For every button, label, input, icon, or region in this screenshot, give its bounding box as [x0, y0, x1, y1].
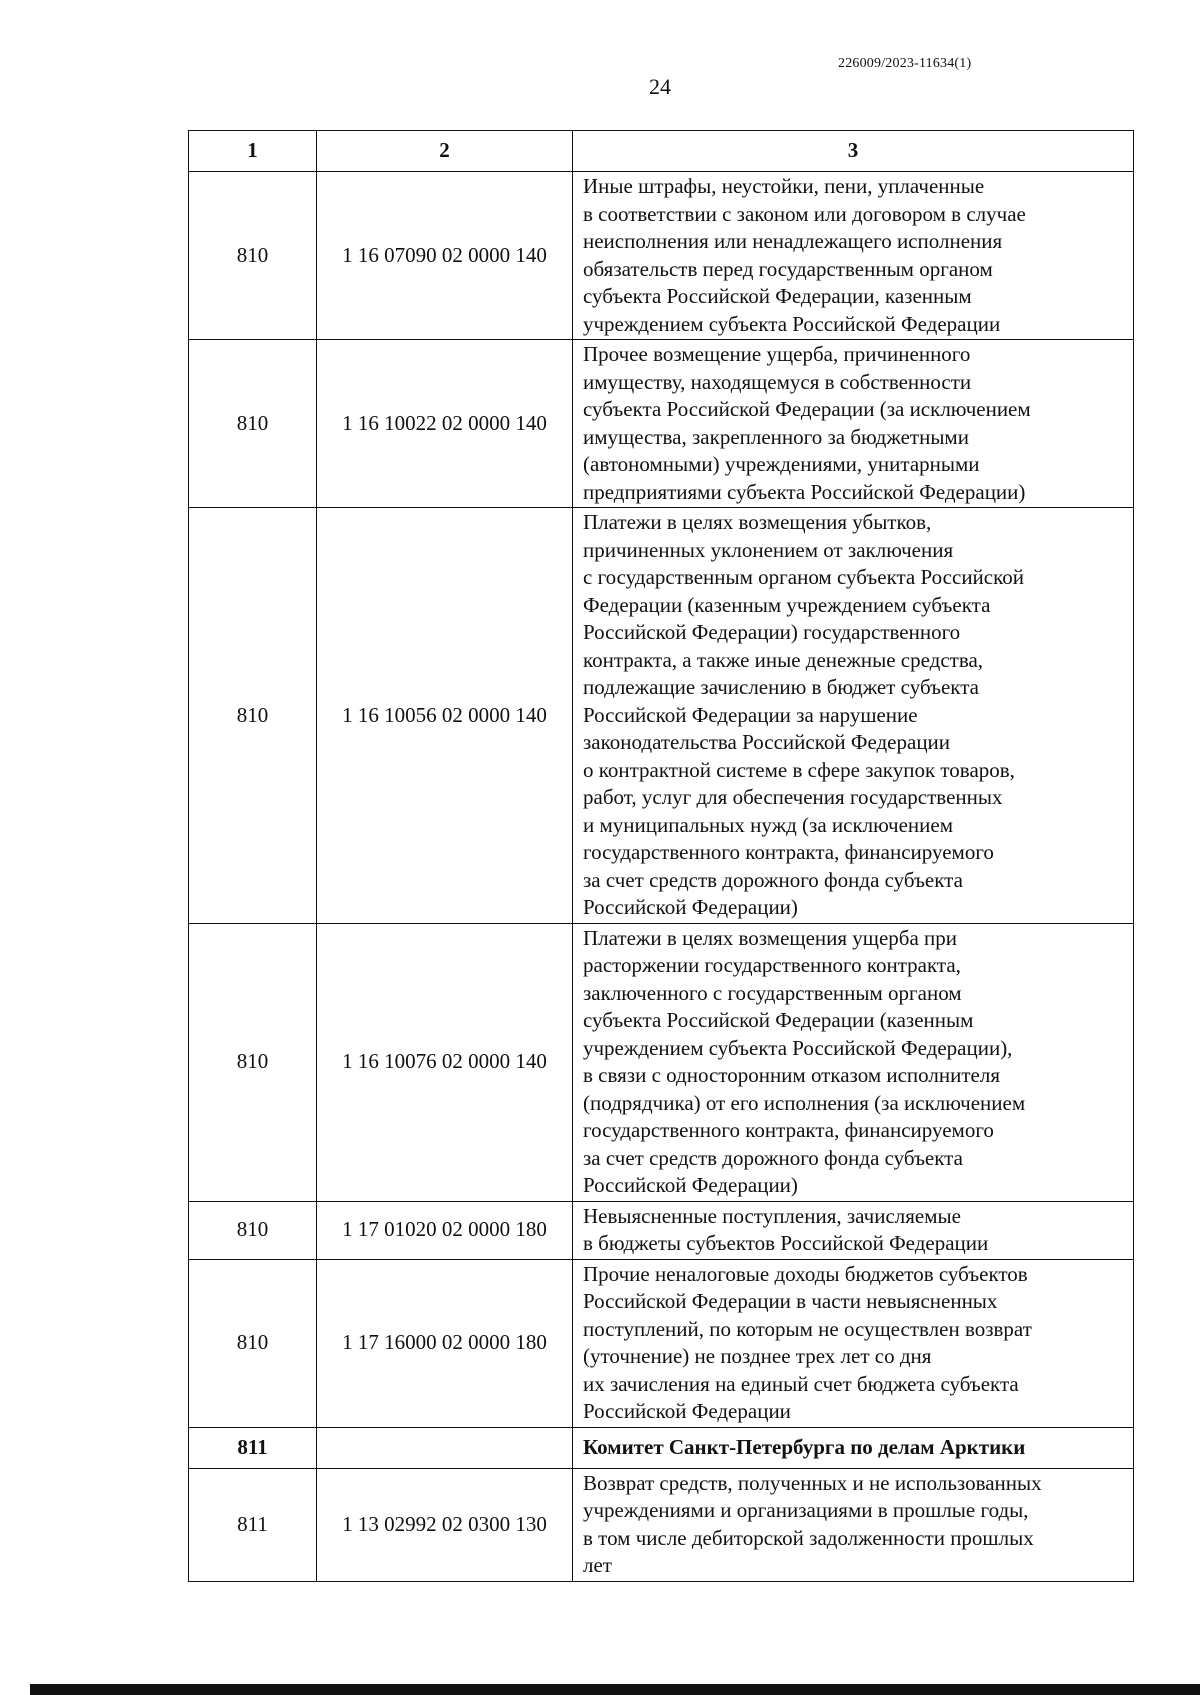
description-line: с государственным органом субъекта Российской: [583, 565, 1024, 589]
description-line: заключенного с государственным органом: [583, 980, 962, 1005]
revenue-description: [573, 508, 1134, 924]
revenue-description: [573, 1201, 1134, 1259]
description-line: Российской Федерации за нарушение: [583, 702, 918, 727]
description-line: Прочие неналоговые доходы бюджетов субъектов: [583, 1261, 1028, 1286]
description-line: субъекта Российской Федерации, казенным: [583, 284, 972, 308]
description-line: за счет средств дорожного фонда субъекта: [583, 867, 963, 892]
revenue-description: [573, 1468, 1134, 1581]
table-row: [189, 1468, 1134, 1581]
revenue-description: [573, 923, 1134, 1201]
budget-classification-code: 1 13 02992 02 0300 130: [317, 1468, 573, 1581]
section-header-row: [189, 1427, 1134, 1468]
description-line: (подрядчика) от его исполнения (за исключением: [583, 1090, 1026, 1115]
budget-classification-code: 1 16 10056 02 0000 140: [317, 508, 573, 924]
description-line: расторжении государственного контракта,: [583, 953, 961, 977]
budget-codes-table: [188, 130, 1134, 1582]
description-line: лет: [583, 1553, 612, 1577]
revenue-description: [573, 340, 1134, 508]
description-line: Российской Федерации: [583, 1399, 791, 1423]
description-line: в соответствии с законом или договором в случае: [583, 201, 1026, 226]
description-line: о контрактной системе в сфере закупок товаров,: [583, 757, 1015, 782]
description-line: за счет средств дорожного фонда субъекта: [583, 1145, 963, 1170]
description-line: причиненных уклонением от заключения: [583, 537, 954, 562]
budget-classification-code: 1 17 01020 02 0000 180: [317, 1201, 573, 1259]
description-line: в бюджеты субъектов Российской Федерации: [583, 1231, 989, 1255]
table-row: [189, 508, 1134, 924]
description-line: Российской Федерации): [583, 895, 798, 919]
description-line: Иные штрафы, неустойки, пени, уплаченные: [583, 174, 985, 198]
description-line: имущества, закрепленного за бюджетными: [583, 424, 969, 449]
administrator-code: 810: [189, 172, 317, 340]
administrator-code: 810: [189, 1201, 317, 1259]
description-line: поступлений, по которым не осуществлен возврат: [583, 1316, 1032, 1341]
description-line: Платежи в целях возмещения убытков,: [583, 510, 932, 534]
page-number: 24: [649, 74, 671, 99]
description-line: их зачисления на единый счет бюджета субъекта: [583, 1371, 1019, 1396]
table-row: [189, 1259, 1134, 1427]
administrator-code: 811: [189, 1427, 317, 1468]
description-line: Российской Федерации в части невыясненных: [583, 1289, 998, 1313]
column-header-3: 3: [573, 131, 1134, 172]
budget-classification-code: 1 16 07090 02 0000 140: [317, 172, 573, 340]
administrator-code: 810: [189, 923, 317, 1201]
description-line: государственного контракта, финансируемого: [583, 1118, 994, 1142]
description-line: контракта, а также иные денежные средства,: [583, 647, 984, 672]
description-line: и муниципальных нужд (за исключением: [583, 812, 953, 837]
description-line: Российской Федерации) государственного: [583, 620, 961, 644]
table-row: [189, 1201, 1134, 1259]
description-line: государственного контракта, финансируемого: [583, 840, 994, 864]
description-line: Федерации (казенным учреждением субъекта: [583, 592, 991, 617]
description-line: Возврат средств, полученных и не использованных: [583, 1470, 1042, 1495]
description-line: в связи с односторонним отказом исполнителя: [583, 1063, 1000, 1087]
description-line: учреждением субъекта Российской Федерации),: [583, 1035, 1013, 1060]
table-header-row: [189, 131, 1134, 172]
administrator-code: 811: [189, 1468, 317, 1581]
budget-classification-code: 1 17 16000 02 0000 180: [317, 1259, 573, 1427]
description-line: законодательства Российской Федерации: [583, 730, 951, 754]
description-line: подлежащие зачислению в бюджет субъекта: [583, 675, 979, 699]
budget-classification-code: 1 16 10022 02 0000 140: [317, 340, 573, 508]
budget-classification-code: [317, 1427, 573, 1468]
description-line: Российской Федерации): [583, 1173, 798, 1197]
description-line: учреждением субъекта Российской Федерации: [583, 311, 1001, 336]
table-row: [189, 340, 1134, 508]
description-line: Прочее возмещение ущерба, причиненного: [583, 342, 971, 366]
description-line: предприятиями субъекта Российской Федерации): [583, 479, 1026, 504]
administrator-code: 810: [189, 1259, 317, 1427]
revenue-description: [573, 1259, 1134, 1427]
description-line: неисполнения или ненадлежащего исполнения: [583, 229, 1003, 253]
description-line: субъекта Российской Федерации (казенным: [583, 1008, 974, 1032]
scan-edge-artifact: [30, 1684, 1200, 1695]
document-registration-number: 226009/2023-11634(1): [838, 56, 972, 71]
administrator-code: 810: [189, 340, 317, 508]
description-line: учреждениями и организациями в прошлые годы,: [583, 1498, 1029, 1522]
description-line: имуществу, находящемуся в собственности: [583, 369, 972, 394]
description-line: (уточнение) не позднее трех лет со дня: [583, 1344, 932, 1368]
column-header-1: 1: [189, 131, 317, 172]
revenue-description: [573, 172, 1134, 340]
description-line: Комитет Санкт-Петербурга по делам Арктики: [583, 1434, 1026, 1459]
table-row: [189, 172, 1134, 340]
description-line: в том числе дебиторской задолженности прошлых: [583, 1525, 1034, 1550]
administrator-code: 810: [189, 508, 317, 924]
column-header-2: 2: [317, 131, 573, 172]
description-line: работ, услуг для обеспечения государственных: [583, 785, 1003, 809]
table-row: [189, 923, 1134, 1201]
description-line: Платежи в целях возмещения ущерба при: [583, 925, 958, 950]
administrator-name: [573, 1427, 1134, 1468]
description-line: субъекта Российской Федерации (за исключением: [583, 397, 1031, 421]
description-line: Невыясненные поступления, зачисляемые: [583, 1203, 961, 1228]
description-line: обязательств перед государственным органом: [583, 256, 993, 281]
budget-classification-code: 1 16 10076 02 0000 140: [317, 923, 573, 1201]
description-line: (автономными) учреждениями, унитарными: [583, 452, 980, 476]
